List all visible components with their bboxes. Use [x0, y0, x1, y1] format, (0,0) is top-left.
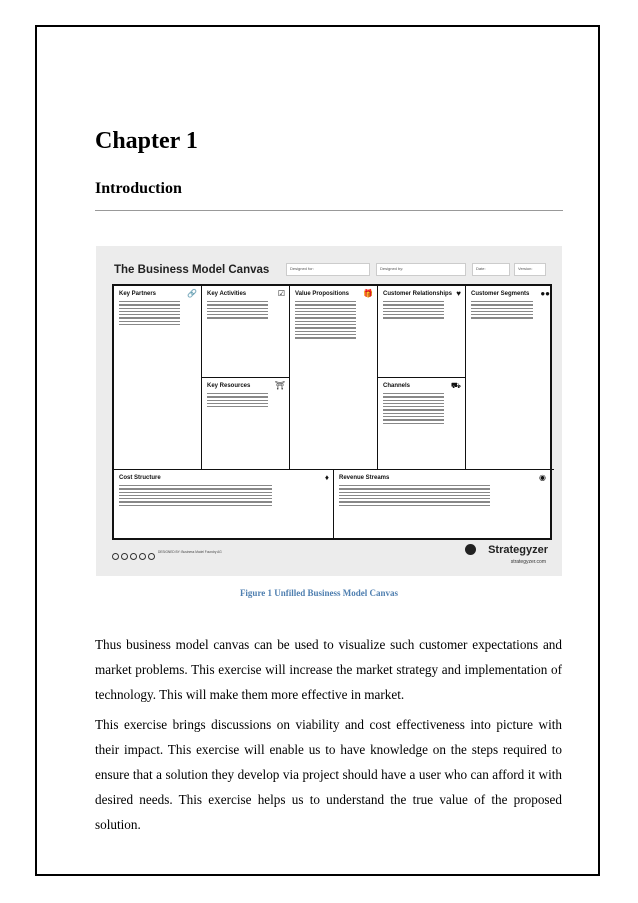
license-icon: [139, 553, 146, 560]
link-icon: 🔗: [187, 289, 197, 298]
version-field: Version:: [514, 263, 546, 276]
key-resources-block: [202, 378, 290, 470]
placeholder-text: [119, 301, 180, 327]
revenue-streams-title: Revenue Streams: [339, 475, 390, 481]
figure-caption: Figure 1 Unfilled Business Model Canvas: [239, 588, 399, 598]
designed-by-field: Designed by:: [376, 263, 466, 276]
factory-icon: ⛩: [274, 381, 285, 390]
tag-icon: ♦: [324, 473, 329, 482]
business-model-canvas-figure: [96, 246, 562, 576]
channels-title: Channels: [383, 383, 411, 389]
designed-by-credit: DESIGNED BY: Business Model Foundry AG: [158, 550, 222, 554]
cost-structure-title: Cost Structure: [119, 475, 161, 481]
heart-icon: ♥: [456, 289, 461, 298]
placeholder-text: [383, 393, 444, 426]
placeholder-text: [295, 301, 356, 341]
body-paragraph-1: Thus business model canvas can be used to visualize such customer expectations and market problems. This exercise will increase the market strategy and implementation of technology. This will make them more effective in market.: [95, 637, 562, 702]
customer-relationships-block: [378, 286, 466, 378]
customer-segments-title: Customer Segments: [471, 291, 530, 297]
date-field: Date:: [472, 263, 510, 276]
license-icon: [148, 553, 155, 560]
truck-icon: ⛟: [450, 381, 461, 390]
cost-structure-block: [114, 470, 334, 538]
key-activities-block: [202, 286, 290, 378]
chapter-title: Chapter 1: [95, 128, 198, 154]
key-partners-title: Key Partners: [119, 291, 157, 297]
key-activities-title: Key Activities: [207, 291, 247, 297]
key-partners-block: [114, 286, 202, 470]
value-propositions-block: [290, 286, 378, 470]
license-icon: [112, 553, 119, 560]
checkbox-icon: ☑: [277, 289, 285, 298]
people-icon: ●●: [540, 289, 550, 298]
placeholder-text: [207, 301, 268, 321]
placeholder-text: [471, 301, 533, 321]
brand-url: strategyzer.com: [510, 559, 546, 565]
placeholder-text: [119, 485, 272, 508]
body-paragraph-2: This exercise brings discussions on viability and cost effectiveness into picture with their impact. This exercise will enable us to have knowledge on the steps required to ensure that a solution they develop via project should have a user who can afford it with desired needs. This exercise helps us to understand the true value of the proposed solution.: [95, 717, 562, 832]
customer-relationships-title: Customer Relationships: [383, 291, 453, 297]
designed-for-field: Designed for:: [286, 263, 370, 276]
strategyzer-logo-icon: [465, 544, 476, 555]
heading-divider: [95, 210, 563, 211]
channels-block: [378, 378, 466, 470]
money-bag-icon: ◉: [539, 473, 546, 482]
canvas-grid: [112, 284, 552, 540]
canvas-title: The Business Model Canvas: [114, 264, 270, 276]
key-resources-title: Key Resources: [207, 383, 251, 389]
placeholder-text: [207, 393, 268, 409]
section-heading: Introduction: [95, 180, 182, 197]
customer-segments-block: [466, 286, 554, 470]
placeholder-text: [383, 301, 444, 321]
license-icon: [121, 553, 128, 560]
license-icon: [130, 553, 137, 560]
value-propositions-title: Value Propositions: [295, 291, 350, 297]
gift-icon: 🎁: [363, 289, 373, 298]
brand-name: Strategyzer: [488, 544, 548, 556]
revenue-streams-block: [334, 470, 550, 538]
placeholder-text: [339, 485, 490, 508]
